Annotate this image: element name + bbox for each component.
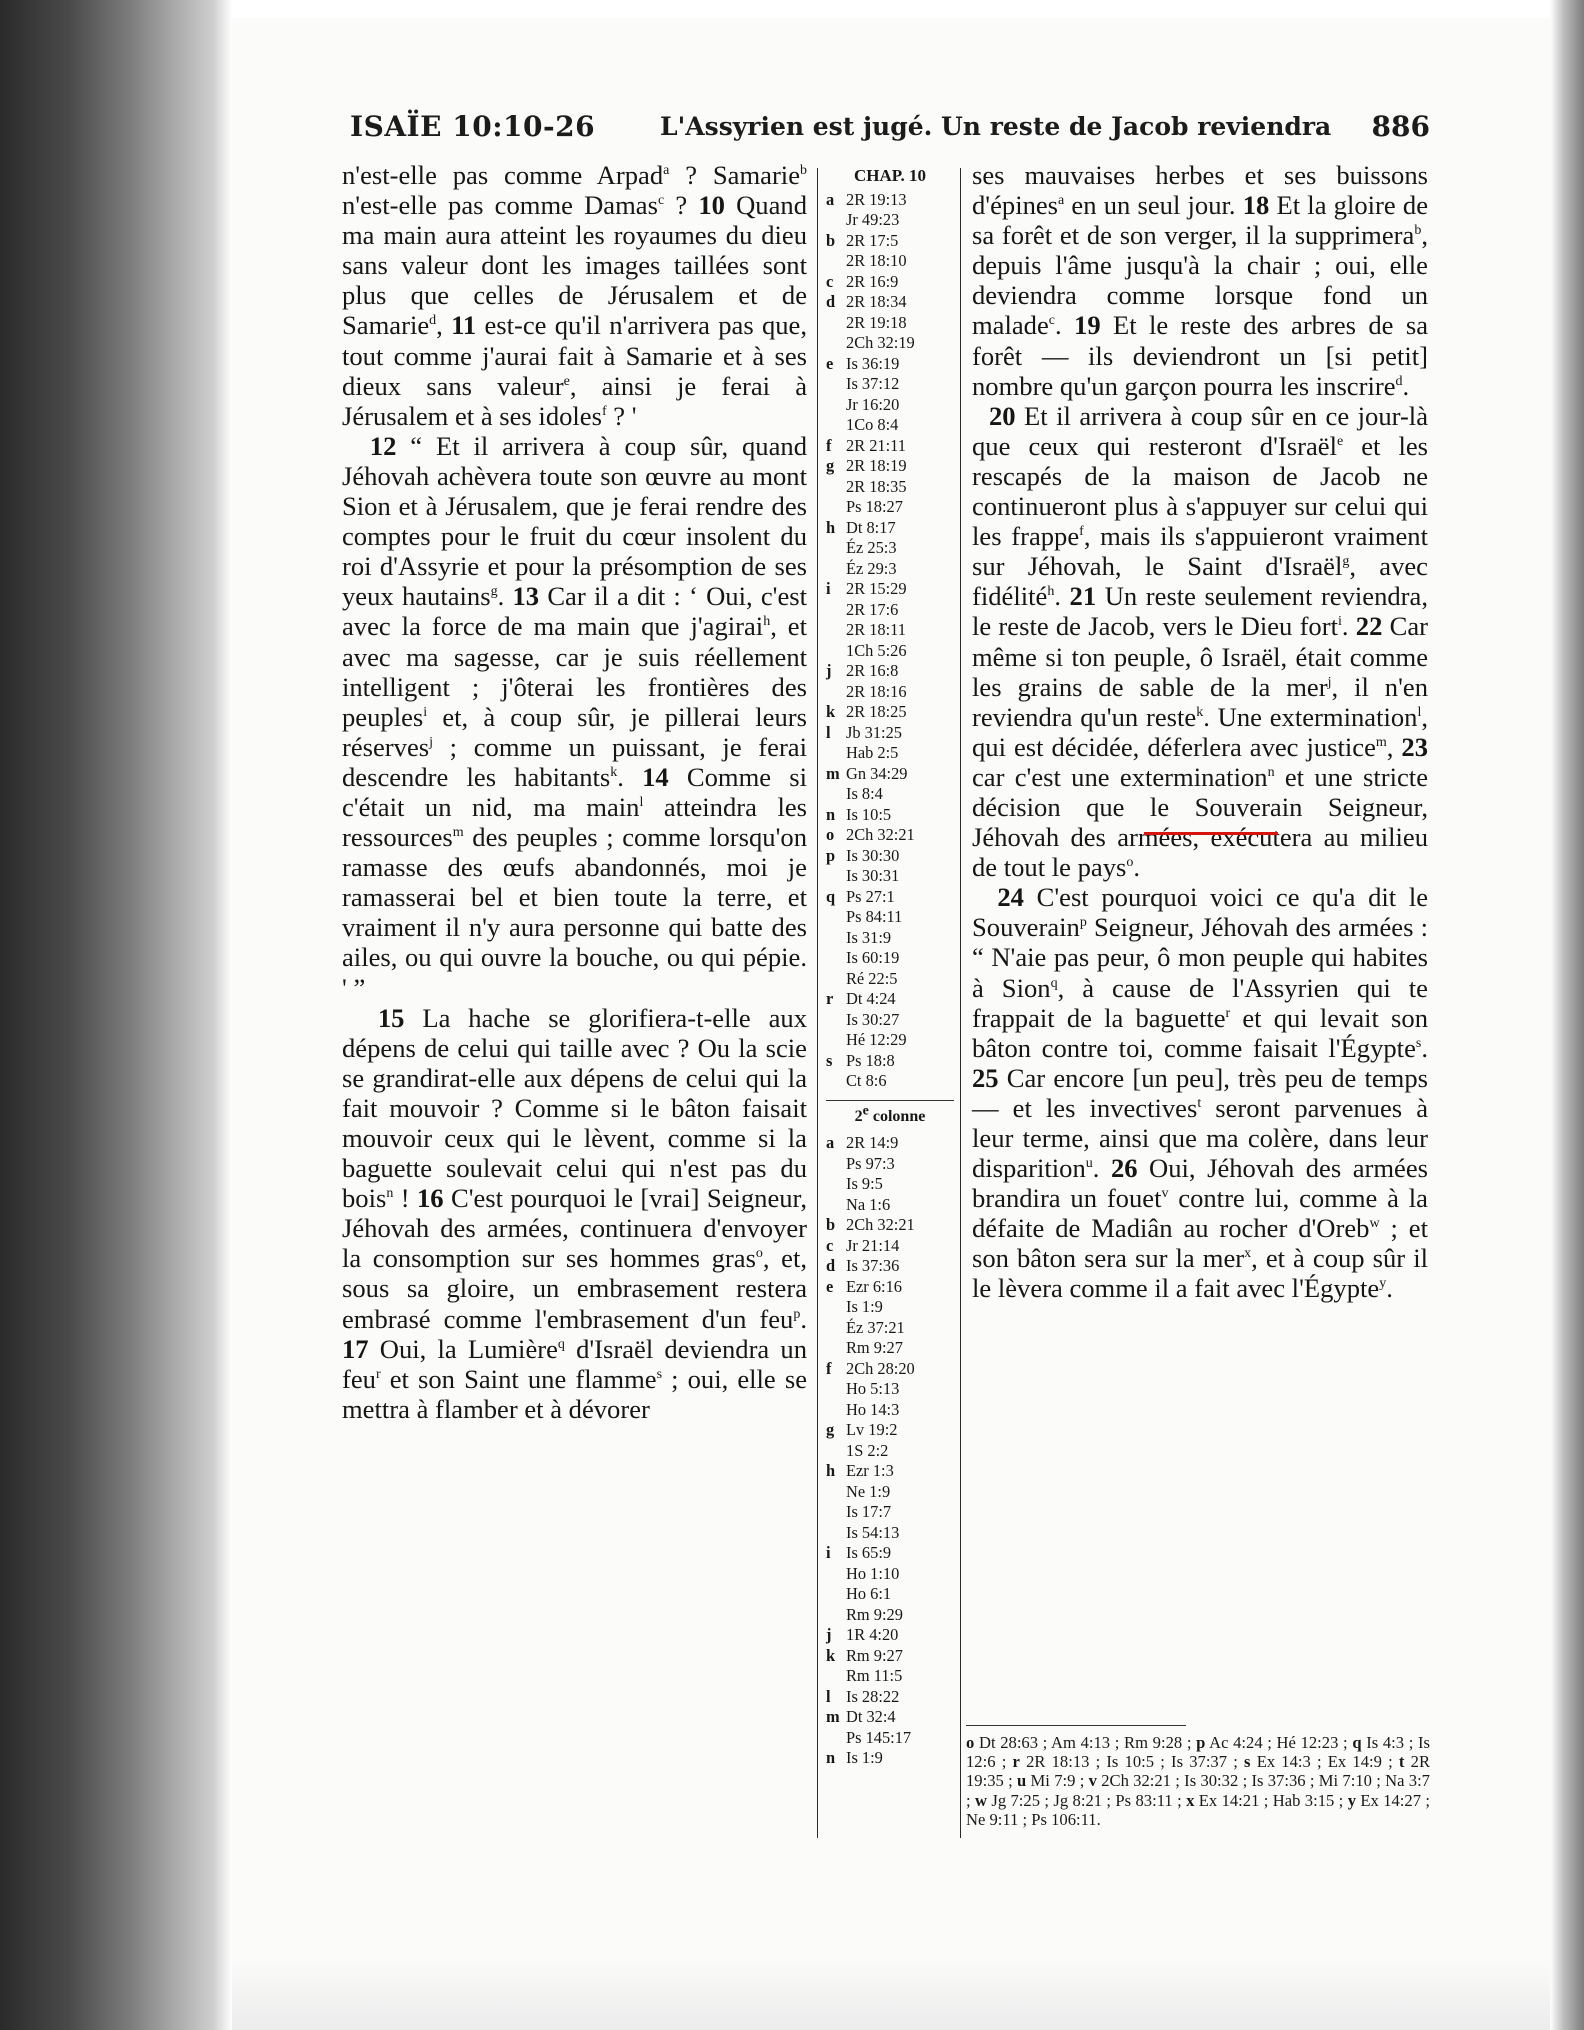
footnote-text: o Dt 28:63 ; Am 4:13 ; Rm 9:28 ; p Ac 4:24 ; Hé 12:23 ; q Is 4:3 ; Is 12:6 ; r 2R 18:13 ; Is 10:5 ; Is 37:37 ; s Ex 14:3 ; Ex 14:9 ; t 2R 19:35 ; u Mi 7:9 ; v 2Ch 32:21 ; Is 30:32 ; Is 37:36 ; Mi 7:10 ; Na 3:7 ; w Jg 7:25 ; Jg 8:21 ; Ps 83:11 ; x Ex 14:21 ; Hab 3:15 ; y Ex 14:27 ; Ne 9:11 ; Ps 106:11.: [966, 1733, 1431, 1829]
ref-citations: 2Ch 32:21: [846, 825, 915, 844]
ref-entry: [826, 1543, 954, 1625]
ref-letter: q: [826, 886, 836, 906]
ref-entry: [826, 231, 954, 272]
ref-letter: i: [826, 1543, 831, 1562]
ref-letter: g: [826, 1420, 835, 1439]
ref-letter: m: [826, 763, 840, 783]
ref-letter: h: [826, 1461, 836, 1480]
ref-citations: 1R 4:20: [846, 1625, 899, 1644]
ref-citations: Ezr 6:16 Is 1:9 Éz 37:21 Rm 9:27: [846, 1276, 905, 1357]
ref-entry: [826, 1748, 954, 1769]
ref-entry: [826, 1707, 954, 1748]
ref-letter: g: [826, 456, 835, 475]
ref-entry: [826, 1420, 954, 1461]
ref-letter: k: [826, 1645, 836, 1665]
ref-entry: [826, 1236, 954, 1257]
ref-entry: [826, 1133, 954, 1215]
page-number: 886: [1371, 110, 1430, 143]
ref-letter: p: [826, 845, 836, 865]
ref-entry: [826, 702, 954, 723]
running-header: [350, 110, 1430, 154]
book-page-edges-right: [1550, 0, 1584, 2030]
ref-entry: [826, 456, 954, 518]
ref-entry: [826, 354, 954, 436]
ref-letter: d: [826, 292, 836, 311]
ref-letter: j: [826, 661, 832, 680]
ref-entry: [826, 1277, 954, 1359]
ref-letter: f: [826, 435, 832, 455]
second-column-label: 2e colonne: [854, 1103, 926, 1125]
ref-entry: [826, 723, 954, 764]
page-bottom-shadow: [232, 1958, 1550, 2030]
column-divider-left: [817, 168, 818, 1838]
ref-citations: Jr 21:14: [846, 1235, 900, 1255]
ref-citations: 2R 14:9 Ps 97:3 Is 9:5 Na 1:6: [846, 1133, 899, 1214]
ref-citations: 2Ch 32:21: [846, 1215, 915, 1234]
book-page-edges-left: [0, 0, 232, 2030]
ref-citations: Ps 27:1 Ps 84:11 Is 31:9 Is 60:19 Ré 22:5: [846, 886, 903, 988]
ref-citations: 2R 15:29 2R 17:6 2R 18:11 1Ch 5:26: [846, 579, 907, 660]
ref-citations: Is 28:22: [846, 1686, 900, 1706]
refs-first-column: [826, 190, 954, 1092]
paragraph: n'est-elle pas comme Arpad$^a$ ? Samarie$^b$ n'est-elle pas comme Damas$^c$ ? 10 Quand ma main aura atteint les royaumes du dieu sans valeur dont les images taillées sont plus que celles de Jérusalem et de Samarie$^d$, 11 est-ce qu'il n'arrivera pas que, tout comme j'aurai fait à Samarie et à ses dieux sans valeur$^e$, ainsi je ferai à Jérusalem et à ses idoles$^f$ ? ': [342, 160, 807, 431]
ref-letter: r: [826, 989, 834, 1008]
ref-entry: [826, 1625, 954, 1646]
refs-second-column: [826, 1133, 954, 1769]
paragraph: 24 C'est pourquoi voici ce qu'a dit le Souverain$^p$ Seigneur, Jéhovah des armées : “ N'aie pas peur, ô mon peuple qui habites à Sion$^q$, à cause de l'Assyrien qui te frappait de la baguette$^r$ et qui levait son bâton contre toi, comme faisait l'Égypte$^s$. 25 Car encore [un peu], très peu de temps — et les invectives$^t$ seront parvenues à leur terme, ainsi que ma colère, dans leur disparition$^u$. 26 Oui, Jéhovah des armées brandira un fouet$^v$ contre lui, comme à la défaite de Madiân au rocher d'Oreb$^w$ ; et son bâton sera sur la mer$^x$, et à coup sûr il le lèvera comme il a fait avec l'Égypte$^y$.: [972, 882, 1429, 1304]
ref-entry: [826, 1687, 954, 1708]
ref-entry: [826, 1461, 954, 1543]
ref-citations: Is 65:9 Ho 1:10 Ho 6:1 Rm 9:29: [846, 1543, 903, 1624]
ref-citations: Ps 18:8 Ct 8:6: [846, 1050, 895, 1090]
ref-citations: 2R 16:9: [846, 271, 899, 291]
ref-entry: [826, 190, 954, 231]
ref-entry: [826, 579, 954, 661]
ref-citations: Is 1:9: [846, 1748, 883, 1767]
ref-citations: 2R 17:5 2R 18:10: [846, 230, 907, 270]
ref-letter: e: [826, 353, 834, 373]
ref-entry: [826, 272, 954, 293]
ref-citations: Is 30:30 Is 30:31: [846, 845, 900, 885]
ref-entry: [826, 1051, 954, 1092]
ref-letter: b: [826, 230, 836, 250]
text-column-right: [972, 160, 1428, 1304]
ref-entry: [826, 805, 954, 826]
ref-letter: c: [826, 1235, 834, 1255]
ref-citations: 2R 18:25: [846, 702, 907, 721]
ref-citations: Jb 31:25 Hab 2:5: [846, 722, 903, 762]
ref-letter: o: [826, 825, 835, 844]
ref-entry: [826, 1256, 954, 1277]
paragraph: 12 “ Et il arrivera à coup sûr, quand Jéhovah achèvera toute son œuvre au mont Sion et à Jérusalem, que je ferai rendre des comptes pour le fruit du cœur insolent du roi d'Assyrie et pour la présomption de ses yeux hautains$^g$. 13 Car il a dit : ‘ Oui, c'est avec la force de ma main que j'agirai$^h$, et avec ma sagesse, car je suis réellement intelligent ; j'ôterai les frontières des peuples$^i$ et, à coup sûr, je pillerai leurs réserves$^j$ ; comme un puissant, je ferai descendre les habitants$^k$. 14 Comme si c'était un nid, ma main$^l$ atteindra les ressources$^m$ des peuples ; comme lorsqu'on ramasse des œufs abandonnés, moi je ramasserai bel et bien toute la terre, et vraiment il n'y aura personne qui batte des ailes, ou qui ouvre la bouche, ou qui pépie. ' ”: [342, 430, 808, 1003]
ref-entry: [826, 846, 954, 887]
ref-entry: [826, 292, 954, 354]
ref-entry: [826, 989, 954, 1051]
ref-letter: j: [826, 1625, 832, 1644]
ref-citations: 2R 18:34 2R 19:18 2Ch 32:19: [846, 292, 915, 352]
ref-citations: Is 37:36: [846, 1256, 900, 1275]
ref-letter: l: [826, 722, 831, 742]
ref-citations: 2R 21:11: [846, 435, 906, 455]
ref-letter: h: [826, 517, 836, 537]
ref-letter: i: [826, 579, 831, 598]
ref-letter: a: [826, 189, 835, 209]
ref-letter: n: [826, 1748, 836, 1767]
paragraph: 20 Et il arrivera à coup sûr en ce jour-là que ceux qui resteront d'Israël$^e$ et les rescapés de la maison de Jacob ne continueront plus à s'appuyer sur celui qui les frappe$^f$, mais ils s'appuieront vraiment sur Jéhovah, le Saint d'Israël$^g$, avec fidélité$^h$. 21 Un reste seulement reviendra, le reste de Jacob, vers le Dieu fort$^i$. 22 Car même si ton peuple, ô Israël, était comme les grains de sable de la mer$^j$, il n'en reviendra qu'un reste$^k$. Une extermination$^l$, qui est décidée, déferlera avec justice$^m$, 23 car c'est une extermination$^n$ et une stricte décision que le Souverain Seigneur, Jéhovah des armées, exécutera au milieu de tout le pays$^o$.: [972, 400, 1428, 883]
ref-entry: [826, 887, 954, 990]
ref-letter: m: [826, 1707, 840, 1726]
ref-letter: s: [826, 1050, 833, 1070]
ref-entry: [826, 1646, 954, 1687]
ref-letter: c: [826, 271, 834, 291]
paragraph: ses mauvaises herbes et ses buissons d'épines$^a$ en un seul jour. 18 Et la gloire de sa forêt et de son verger, il la supprimera$^b$, depuis l'âme jusqu'à la chair ; oui, elle deviendra comme lorsque fond un malade$^c$. 19 Et le reste des arbres de sa forêt — ils deviendront un [si petit] nombre qu'un garçon pourra les inscrire$^d$.: [972, 160, 1429, 401]
ref-letter: a: [826, 1133, 835, 1152]
ref-citations: Ezr 1:3 Ne 1:9 Is 17:7 Is 54:13: [846, 1461, 900, 1542]
ref-citations: Dt 8:17 Éz 25:3 Éz 29:3: [846, 517, 897, 578]
ref-citations: 2R 19:13 Jr 49:23: [846, 189, 907, 229]
book-reference: ISAÏE 10:10-26: [350, 110, 596, 143]
chapter-label: CHAP. 10: [853, 166, 927, 185]
ref-citations: Rm 9:27 Rm 11:5: [846, 1645, 903, 1685]
footnote-rule: [966, 1725, 1186, 1726]
ref-letter: e: [826, 1276, 834, 1296]
ref-entry: [826, 825, 954, 846]
ref-letter: l: [826, 1686, 831, 1706]
ref-entry: [826, 436, 954, 457]
ref-letter: b: [826, 1215, 836, 1234]
text-column-left: [342, 160, 807, 1424]
ref-entry: [826, 764, 954, 805]
ref-letter: k: [826, 702, 836, 721]
red-underline-annotation: [1144, 832, 1278, 835]
ref-citations: Gn 34:29 Is 8:4: [846, 763, 908, 803]
ref-entry: [826, 1215, 954, 1236]
page-caption: L'Assyrien est jugé. Un reste de Jacob reviendra: [660, 112, 1332, 141]
ref-citations: Lv 19:2 1S 2:2: [846, 1420, 898, 1460]
ref-entry: [826, 1359, 954, 1421]
ref-citations: 2R 16:8 2R 18:16: [846, 661, 907, 701]
refs-separator: [826, 1100, 954, 1101]
ref-letter: f: [826, 1358, 832, 1378]
ref-citations: Is 10:5: [846, 804, 892, 824]
ref-entry: [826, 661, 954, 702]
footnotes: [966, 1733, 1430, 1829]
ref-letter: n: [826, 804, 836, 824]
ref-citations: Dt 4:24 Is 30:27 Hé 12:29: [846, 989, 907, 1049]
ref-citations: 2R 18:19 2R 18:35 Ps 18:27: [846, 456, 907, 516]
paragraph: 15 La hache se glorifiera-t-elle aux dépens de celui qui taille avec ? Ou la scie se grandirat-elle aux dépens de celui qui la fait mouvoir ? Comme si le bâton faisait mouvoir ceux qui le lèvent, comme si la baguette soulevait celui qui n'est pas du bois$^n$ ! 16 C'est pourquoi le [vrai] Seigneur, Jéhovah des armées, continuera d'envoyer la consomption sur ses hommes gras$^o$, et, sous sa gloire, un embrasement restera embrasé comme l'embrasement d'un feu$^p$. 17 Oui, la Lumière$^q$ d'Israël deviendra un feu$^r$ et son Saint une flamme$^s$ ; oui, elle se mettra à flamber et à dévorer: [342, 1002, 808, 1424]
ref-citations: Is 36:19 Is 37:12 Jr 16:20 1Co 8:4: [846, 353, 900, 434]
column-divider-right: [960, 168, 961, 1838]
ref-letter: d: [826, 1256, 836, 1275]
ref-entry: [826, 518, 954, 580]
cross-reference-column: [826, 166, 954, 1769]
ref-citations: 2Ch 28:20 Ho 5:13 Ho 14:3: [846, 1358, 915, 1419]
ref-citations: Dt 32:4 Ps 145:17: [846, 1707, 912, 1747]
